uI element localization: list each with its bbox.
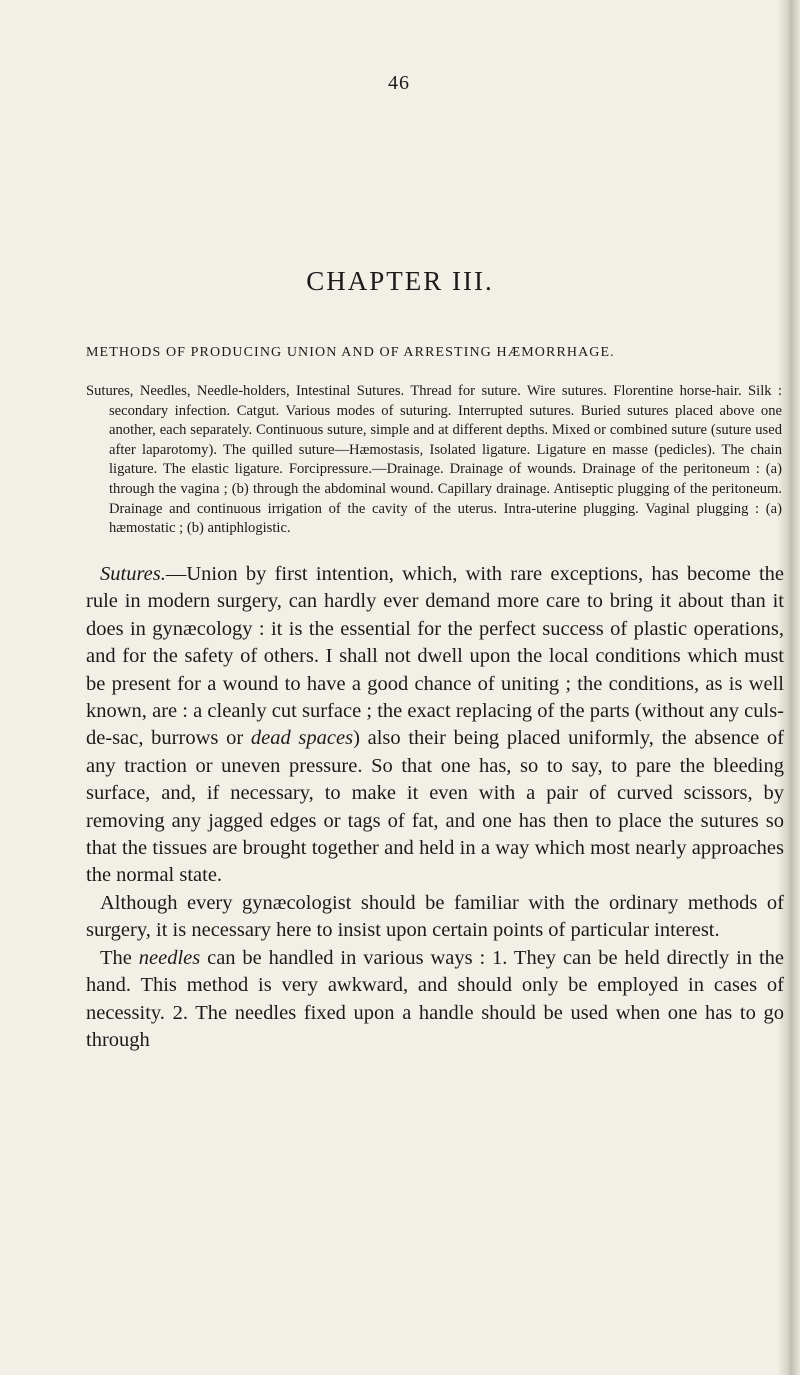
chapter-subtitle: METHODS OF PRODUCING UNION AND OF ARRESTING HÆMORRHAGE. — [86, 345, 615, 360]
chapter-summary — [86, 382, 782, 539]
paragraph-sutures — [86, 561, 784, 890]
page-number: 46 — [388, 72, 410, 94]
body-text — [86, 561, 784, 1054]
paragraph-gynaecologist: Although every gynæcologist should be familiar with the ordinary methods of surgery, it is necessary here to insist upon certain points of particular interest. — [86, 891, 784, 942]
paragraph-text: ) also their being placed uniformly, the absence of any traction or uneven pressure. So that one has, so to say, to pare the bleeding surface, and, if necessary, to make it even with a pair of curved scissors, by removing any jagged edges or tags of fat, and one has then to place the sutures so that the tissues are brought together and held in a way which most nearly approaches the normal state. — [86, 727, 784, 887]
section-heading: Sutures. — [100, 563, 166, 585]
paragraph-text: The — [100, 946, 139, 969]
paragraph-needles — [86, 945, 784, 1055]
emphasis-text: dead spaces — [250, 727, 354, 750]
paragraph-text: can be handled in various ways : 1. They can be held directly in the hand. This method is very awkward, and should only be employed in cases of necessity. 2. The needles fixed upon a handle should be used when one has to go through — [86, 946, 784, 1051]
paragraph-text: —Union by first intention, which, with rare exceptions, has become the rule in modern surgery, can hardly ever demand more care to bring it about than it does in gynæcology : it is the essential for the perfect success of plastic operations, and for the safety of others. I shall not dwell upon the local conditions which must be present for a wound to have a good chance of uniting ; the conditions, as is well known, are : a cleanly cut surface ; the exact replacing of the parts (without any culs-de-sac, burrows or — [86, 563, 784, 750]
emphasis-text: needles — [138, 946, 201, 969]
summary-text: Sutures, Needles, Needle-holders, Intestinal Sutures. Thread for suture. Wire sutures. Florentine horse-hair. Silk : secondary infection. Catgut. Various modes of suturing. Interrupted sutures. Buried sutures placed above one another, each separately. Continuous suture, simple and at different depths. Mixed or combined suture (suture used after laparotomy). The quilled suture—Hæmostasis, Isolated ligature. Ligature en masse (pedicles). The chain ligature. The elastic ligature. Forcipressure.—Drainage. Drainage of wounds. Drainage of the peritoneum : (a) through the vagina ; (b) through the abdominal wound. Capillary drainage. Antiseptic plugging of the peritoneum. Drainage and continuous irrigation of the cavity of the uterus. Intra-uterine plugging. Vaginal plugging : (a) hæmostatic ; (b) antiphlogistic. — [86, 383, 782, 537]
chapter-title: CHAPTER III. — [306, 266, 494, 296]
